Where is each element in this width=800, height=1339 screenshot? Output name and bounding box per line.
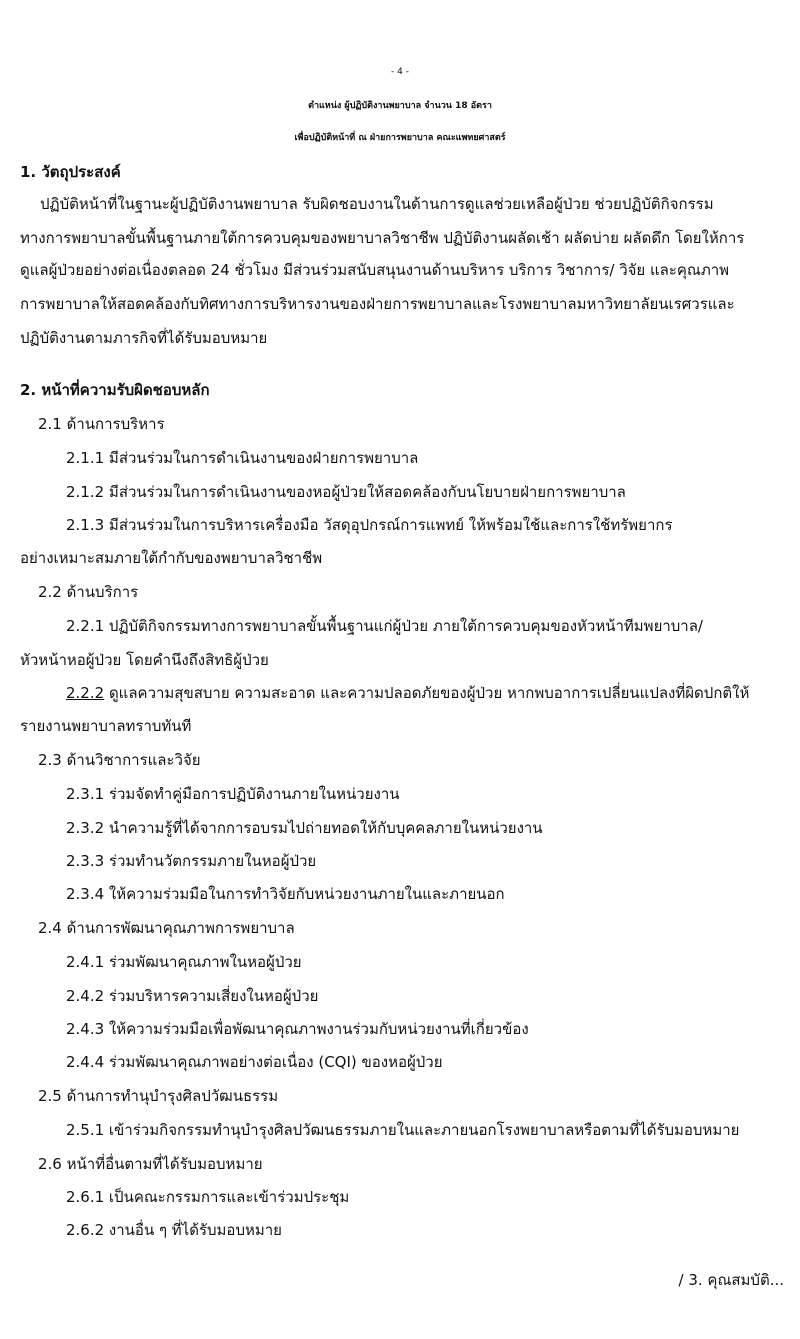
- objective-line: การพยาบาลให้สอดคล้องกับทิศทางการบริหารงานของฝ่ายการพยาบาลและโรงพยาบาลมหาวิทยาลัยนเรศวรและ: [20, 295, 735, 313]
- objective-line: ดูแลผู้ป่วยอย่างต่อเนื่องตลอด 24 ชั่วโมง มีส่วนร่วมสนับสนุนงานด้านบริหาร บริการ วิชาการ/ วิจัย และคุณภาพ: [20, 261, 730, 279]
- item-2-6-1: 2.6.1 เป็นคณะกรรมการและเข้าร่วมประชุม: [66, 1188, 350, 1206]
- item-2-2-2: [66, 683, 749, 703]
- objective-line: ปฏิบัติหน้าที่ในฐานะผู้ปฏิบัติงานพยาบาล รับผิดชอบงานในด้านการดูแลช่วยเหลือผู้ป่วย ช่วยปฏิบัติกิจกรรม: [40, 195, 714, 213]
- item-2-3-1: 2.3.1 ร่วมจัดทำคู่มือการปฏิบัติงานภายในหน่วยงาน: [66, 785, 400, 803]
- item-2-3-3: 2.3.3 ร่วมทำนวัตกรรมภายในหอผู้ป่วย: [66, 852, 317, 870]
- position-title: ตำแหน่ง ผู้ปฏิบัติงานพยาบาล จำนวน 18 อัตรา: [308, 101, 492, 111]
- item-2-1-1: 2.1.1 มีส่วนร่วมในการดำเนินงานของฝ่ายการพยาบาล: [66, 449, 419, 467]
- item-2-3-2: 2.3.2 นำความรู้ที่ได้จากการอบรมไปถ่ายทอดให้กับบุคคลภายในหน่วยงาน: [66, 819, 543, 837]
- item-2-2-2-number: 2.2.2: [66, 684, 105, 702]
- item-2-2-1: 2.2.1 ปฏิบัติกิจกรรมทางการพยาบาลขั้นพื้นฐานแก่ผู้ป่วย ภายใต้การควบคุมของหัวหน้าทีมพยาบาล/: [66, 617, 703, 635]
- item-2-1-3: 2.1.3 มีส่วนร่วมในการบริหารเครื่องมือ วัสดุอุปกรณ์การแพทย์ ให้พร้อมใช้และการใช้ทรัพยากร: [66, 516, 673, 534]
- continuation-note: / 3. คุณสมบัติ...: [678, 1271, 784, 1289]
- objective-line: ปฏิบัติงานตามภารกิจที่ได้รับมอบหมาย: [20, 329, 268, 347]
- item-2-4-1: 2.4.1 ร่วมพัฒนาคุณภาพในหอผู้ป่วย: [66, 953, 302, 971]
- item-2-5-1: 2.5.1 เข้าร่วมกิจกรรมทำนุบำรุงศิลปวัฒนธรรมภายในและภายนอกโรงพยาบาลหรือตามที่ได้รับมอบหมาย: [66, 1121, 740, 1139]
- subsection-2-5-heading: 2.5 ด้านการทำนุบำรุงศิลปวัฒนธรรม: [38, 1087, 279, 1105]
- item-2-6-2: 2.6.2 งานอื่น ๆ ที่ได้รับมอบหมาย: [66, 1221, 282, 1239]
- section-1-heading: 1. วัตถุประสงค์: [20, 163, 121, 181]
- item-2-1-2: 2.1.2 มีส่วนร่วมในการดำเนินงานของหอผู้ป่วยให้สอดคล้องกับนโยบายฝ่ายการพยาบาล: [66, 483, 626, 501]
- item-2-2-2-text: ดูแลความสุขสบาย ความสะอาด และความปลอดภัยของผู้ป่วย หากพบอาการเปลี่ยนแปลงที่ผิดปกติให้: [104, 684, 750, 702]
- item-2-1-3-cont: อย่างเหมาะสมภายใต้กำกับของพยาบาลวิชาชีพ: [20, 549, 323, 567]
- subsection-2-2-heading: 2.2 ด้านบริการ: [38, 583, 139, 601]
- subsection-2-3-heading: 2.3 ด้านวิชาการและวิจัย: [38, 751, 201, 769]
- subsection-2-1-heading: 2.1 ด้านการบริหาร: [38, 415, 165, 433]
- subsection-2-6-heading: 2.6 หน้าที่อื่นตามที่ได้รับมอบหมาย: [38, 1155, 263, 1173]
- item-2-2-2-cont: รายงานพยาบาลทราบทันที: [20, 717, 192, 735]
- item-2-3-4: 2.3.4 ให้ความร่วมมือในการทำวิจัยกับหน่วยงานภายในและภายนอก: [66, 885, 505, 903]
- objective-line: ทางการพยาบาลขั้นพื้นฐานภายใต้การควบคุมของพยาบาลวิชาชีพ ปฏิบัติงานผลัดเช้า ผลัดบ่าย ผลัดดึก โดยให้การ: [20, 229, 745, 247]
- page-number: - 4 -: [391, 67, 409, 77]
- item-2-2-1-cont: หัวหน้าหอผู้ป่วย โดยคำนึงถึงสิทธิผู้ป่วย: [20, 651, 269, 669]
- section-2-heading: 2. หน้าที่ความรับผิดชอบหลัก: [20, 381, 210, 399]
- subsection-2-4-heading: 2.4 ด้านการพัฒนาคุณภาพการพยาบาล: [38, 919, 295, 937]
- item-2-4-2: 2.4.2 ร่วมบริหารความเสี่ยงในหอผู้ป่วย: [66, 987, 319, 1005]
- item-2-4-4: 2.4.4 ร่วมพัฒนาคุณภาพอย่างต่อเนื่อง (CQI) ของหอผู้ป่วย: [66, 1053, 443, 1071]
- position-subtitle: เพื่อปฏิบัติหน้าที่ ณ ฝ่ายการพยาบาล คณะแพทยศาสตร์: [294, 133, 506, 143]
- item-2-4-3: 2.4.3 ให้ความร่วมมือเพื่อพัฒนาคุณภาพงานร่วมกับหน่วยงานที่เกี่ยวข้อง: [66, 1020, 529, 1038]
